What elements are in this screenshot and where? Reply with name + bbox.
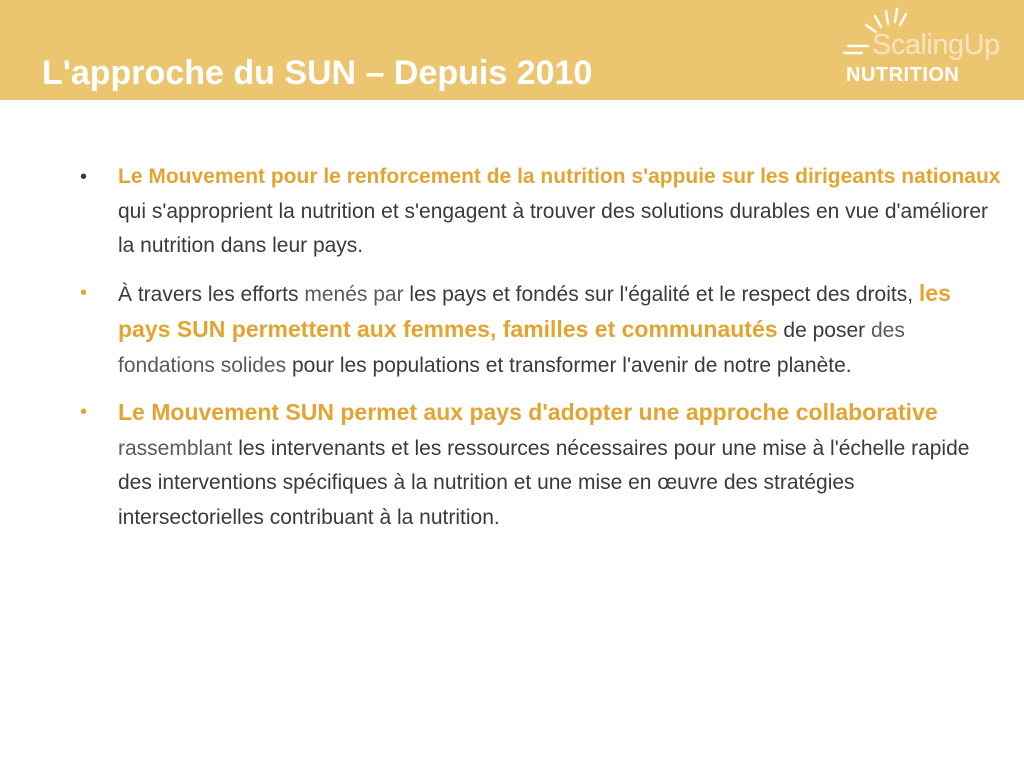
bullet-2-text-b: les pays et fondés sur l'égalité et le respect des droits, — [409, 282, 914, 306]
bullet-icon: • — [80, 401, 88, 423]
bullet-item-3 — [78, 395, 1003, 535]
bullet-icon: • — [80, 166, 88, 188]
bullet-2-highlight: les pays SUN permettent aux femmes, familles et communautés — [118, 279, 951, 342]
bullet-2-text-c: de poser — [783, 319, 866, 342]
bullet-2-subtle-a: menés par — [304, 282, 404, 306]
bullet-item-2 — [78, 276, 1003, 384]
bullet-2-text-d: pour les populations et transformer l'avenir de notre planète. — [291, 353, 852, 377]
title-bar — [0, 0, 1024, 100]
bullet-2-subtle-b: des fondations solides — [118, 319, 905, 377]
bullet-1-highlight: Le Mouvement pour le renforcement de la nutrition s'appuie sur les dirigeants nationaux — [118, 165, 1001, 188]
bullet-3-highlight: Le Mouvement SUN permet aux pays d'adopter une approche collaborative — [118, 399, 938, 425]
bullet-2-text-a: À travers les efforts — [118, 282, 299, 306]
logo-nutrition-text: NUTRITION — [846, 64, 960, 86]
logo-scalingup-text: ScalingUp — [872, 29, 1000, 61]
bullet-3-subtle: rassemblant — [118, 436, 233, 460]
bullet-item-1 — [78, 160, 1003, 264]
bullet-icon: • — [80, 281, 88, 304]
bullet-3-text: les intervenants et les ressources nécessaires pour une mise à l'échelle rapide des interventions spécifiques à la nutrition et une mise en œuvre des stratégies intersectorielles contribuant à la nutrition. — [118, 436, 970, 529]
sun-logo — [838, 4, 1022, 94]
slide-title: L'approche du SUN – Depuis 2010 — [42, 54, 593, 92]
bullet-1-text: qui s'approprient la nutrition et s'engagent à trouver des solutions durables en vue d'améliorer la nutrition dans leur pays. — [118, 199, 989, 257]
bullet-list — [78, 160, 1003, 547]
